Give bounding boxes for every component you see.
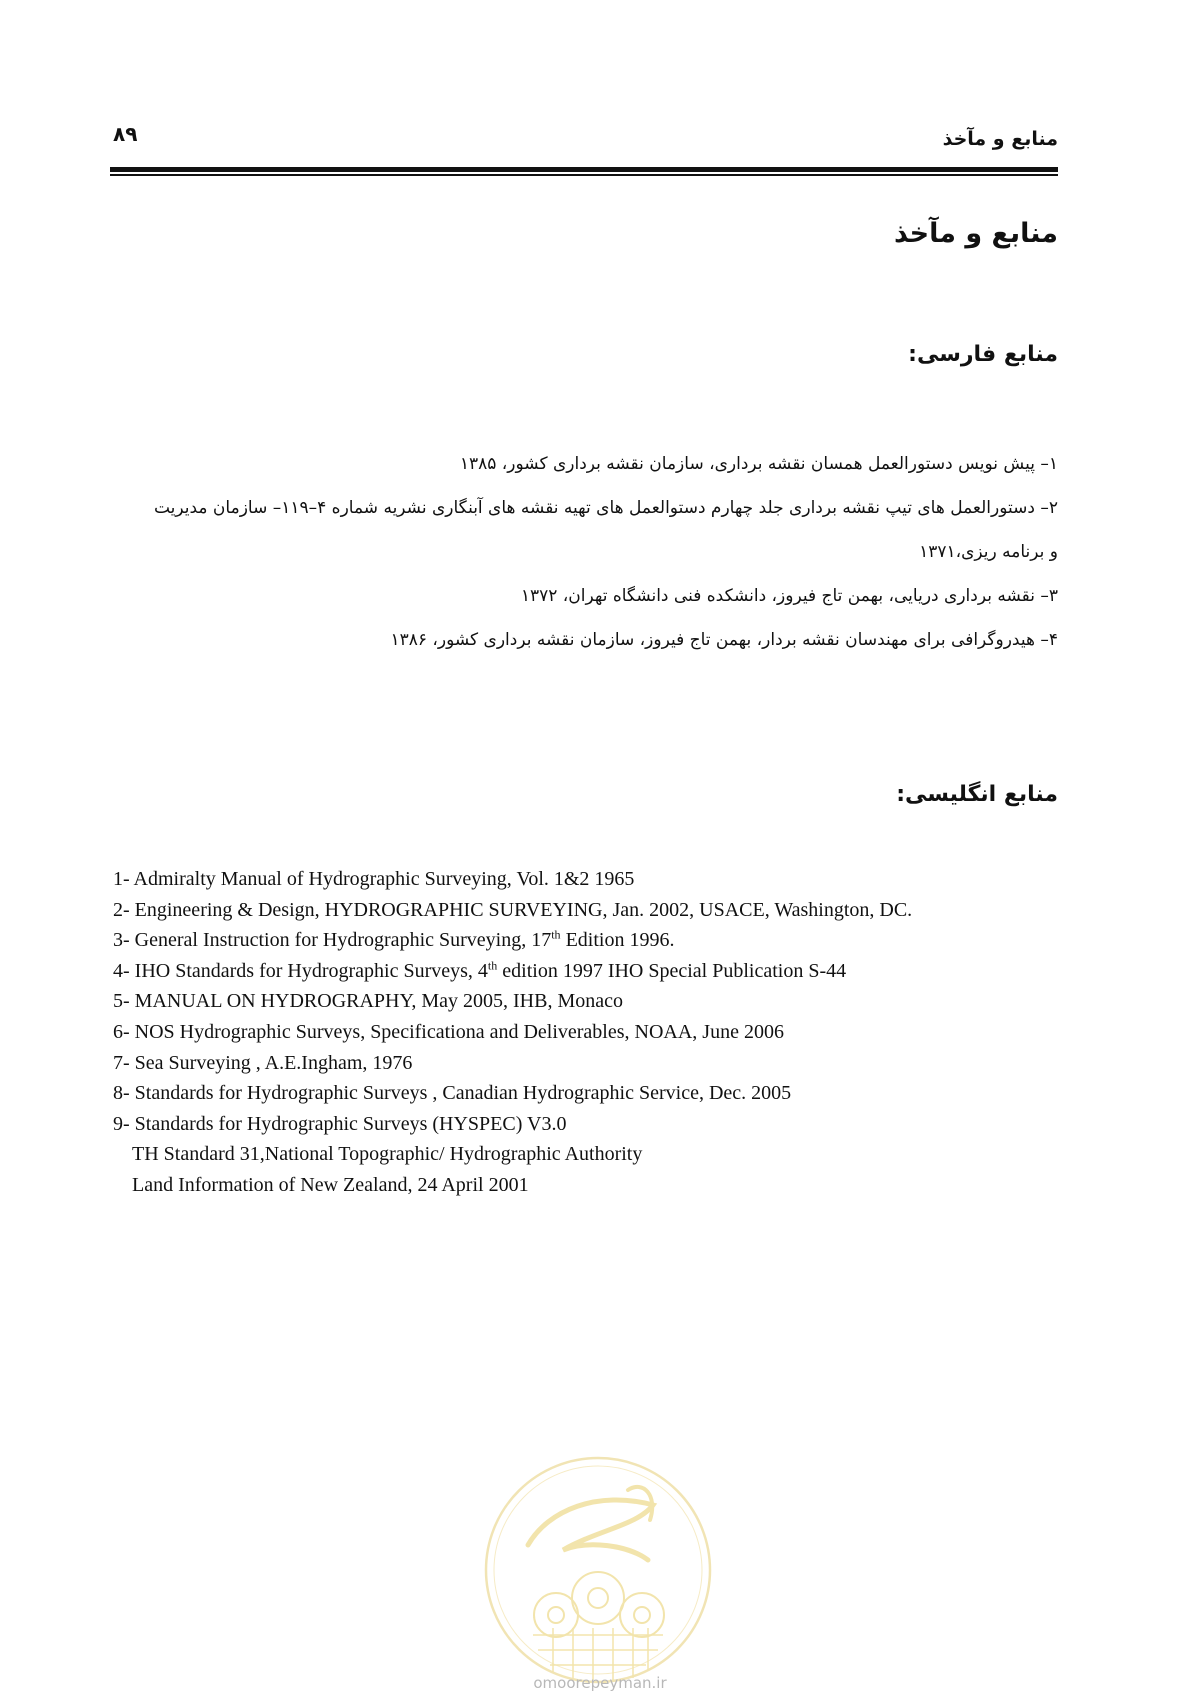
list-item: 1- Admiralty Manual of Hydrographic Surveying, Vol. 1&2 1965 — [113, 868, 635, 890]
list-item: 5- MANUAL ON HYDROGRAPHY, May 2005, IHB, Monaco — [113, 990, 623, 1013]
list-item: 2- Engineering & Design, HYDROGRAPHIC SURVEYING, Jan. 2002, USACE, Washington, DC. — [113, 898, 913, 921]
item-text: 4- IHO Standards for Hydrographic Surveys, 4 — [113, 959, 488, 982]
english-sources-heading: منابع انگلیسی: — [896, 782, 1058, 807]
list-item: 9- Standards for Hydrographic Surveys (HYSPEC) V3.0 — [113, 1112, 567, 1135]
persian-sources-list — [110, 442, 1058, 662]
ordinal-suffix: th — [487, 958, 498, 973]
item-text: 3- General Instruction for Hydrographic Surveying, 17 — [113, 929, 552, 952]
list-item: ۴– هیدروگرافی برای مهندسان نقشه بردار، بهمن تاج فیروز، سازمان نقشه برداری کشور، ۱۳۸۶ — [390, 630, 1058, 650]
list-item — [113, 925, 912, 956]
header-rule-thin — [110, 174, 1058, 176]
list-item-continuation: Land Information of New Zealand, 24 April 2001 — [132, 1173, 529, 1196]
logo-seal-icon — [478, 1450, 718, 1690]
list-item: 6- NOS Hydrographic Surveys, Specificationa and Deliverables, NOAA, June 2006 — [113, 1020, 784, 1043]
page-title: منابع و مآخذ — [894, 218, 1058, 249]
list-item — [113, 956, 912, 987]
list-item: ۱– پیش نویس دستورالعمل همسان نقشه برداری، سازمان نقشه برداری کشور، ۱۳۸۵ — [459, 454, 1058, 474]
list-item: 7- Sea Surveying , A.E.Ingham, 1976 — [113, 1051, 413, 1074]
page-number: ۸۹ — [113, 122, 138, 146]
header-rule — [110, 167, 1058, 172]
list-item: 8- Standards for Hydrographic Surveys , Canadian Hydrographic Service, Dec. 2005 — [113, 1082, 792, 1105]
watermark-site: omoorepeyman.ir — [533, 1674, 667, 1692]
list-item: و برنامه ریزی،۱۳۷۱ — [919, 542, 1058, 562]
list-item: ۲– دستورالعمل های تیپ نقشه برداری جلد چهارم دستوالعمل های تهیه نقشه های آبنگاری نشریه شماره ۴–۱۱۹– سازمان مدیریت — [153, 498, 1058, 518]
item-text: edition 1997 IHO Special Publication S-44 — [497, 959, 847, 982]
persian-sources-heading: منابع فارسی: — [908, 342, 1058, 367]
running-title: منابع و مآخذ — [942, 128, 1058, 150]
item-text: Edition 1996. — [560, 929, 675, 952]
ordinal-suffix: th — [551, 927, 561, 942]
english-sources-list — [113, 864, 912, 1201]
list-item-continuation: TH Standard 31,National Topographic/ Hydrographic Authority — [132, 1143, 643, 1166]
list-item: ۳– نقشه برداری دریایی، بهمن تاج فیروز، دانشکده فنی دانشگاه تهران، ۱۳۷۲ — [520, 586, 1058, 606]
